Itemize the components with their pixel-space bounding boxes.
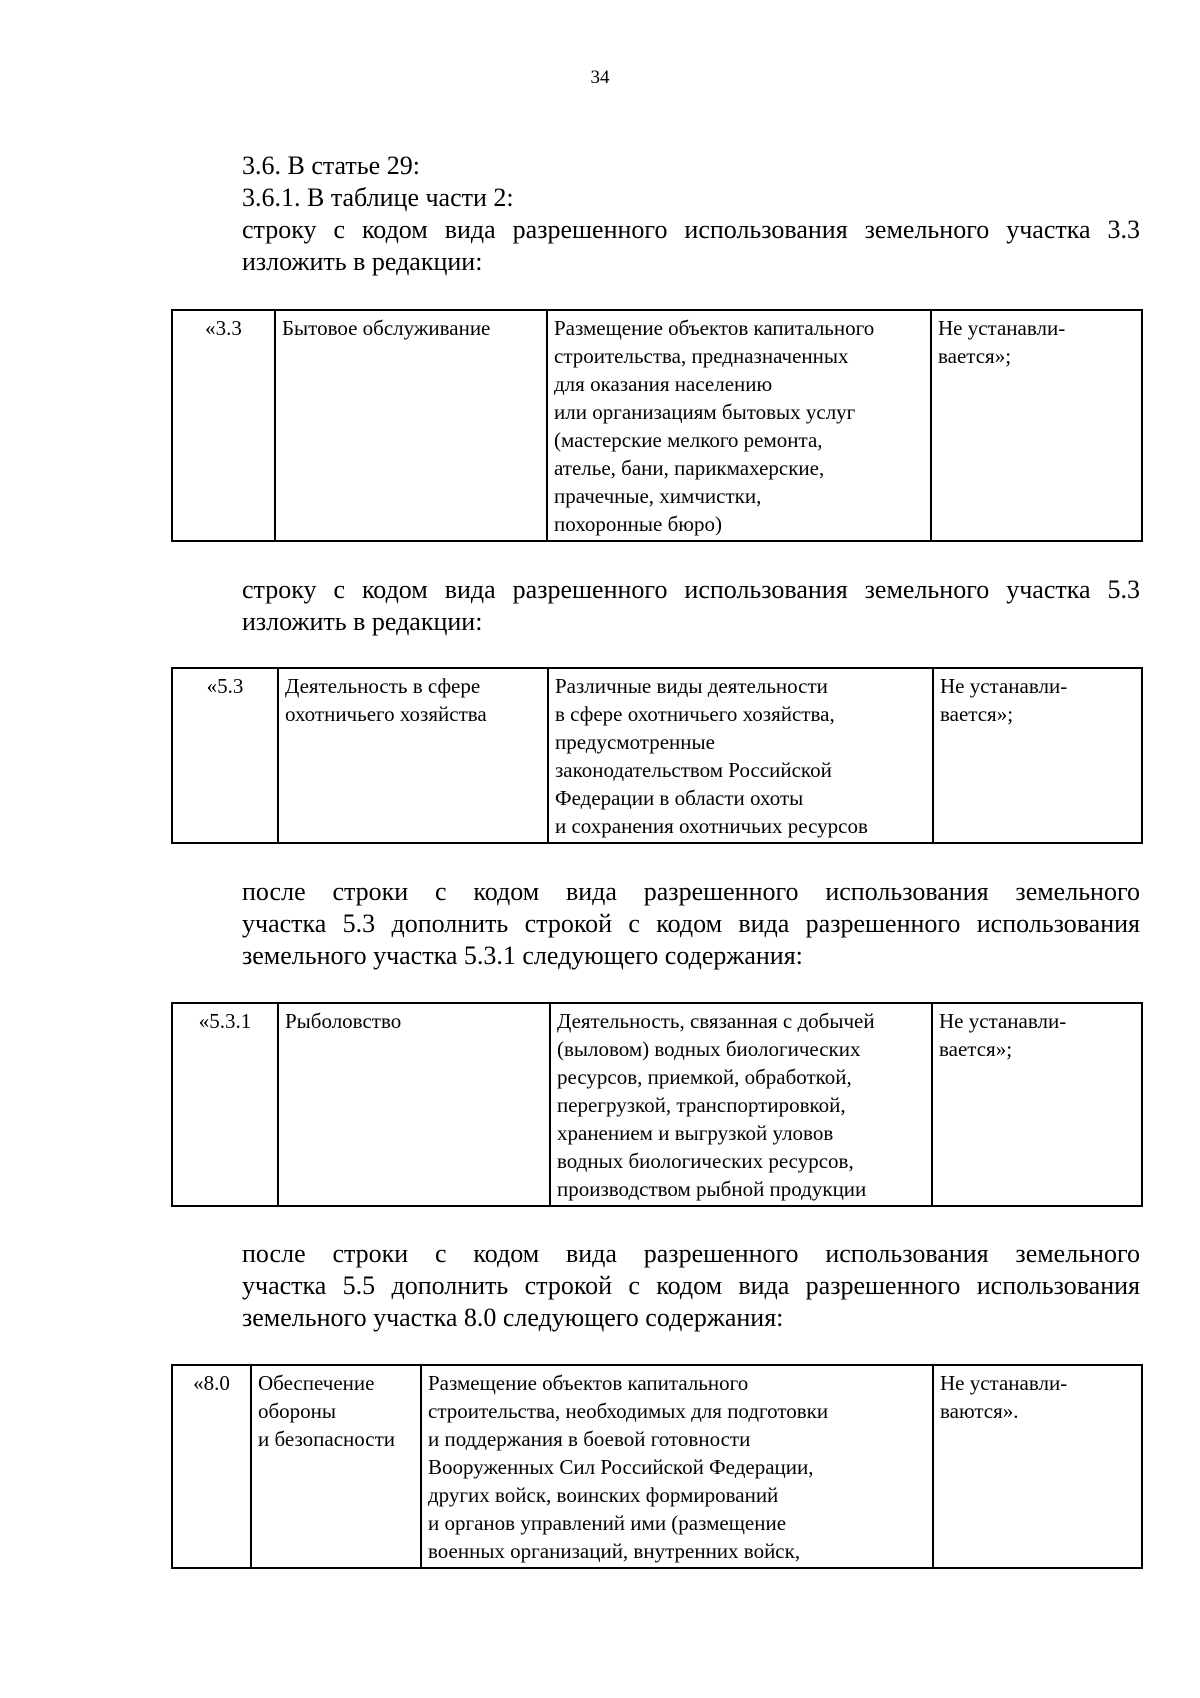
paragraph-line: строку с кодом вида разрешенного использования земельного участка 3.3 bbox=[242, 215, 1140, 244]
paragraph-line: строку с кодом вида разрешенного использования земельного участка 5.3 bbox=[242, 575, 1140, 604]
name-cell: Бытовое обслуживание bbox=[275, 310, 547, 541]
parameters-cell: Не устанавли- вается»; bbox=[932, 1003, 1142, 1206]
table-row-5-3 bbox=[171, 667, 1143, 844]
parameters-cell: Не устанавли- ваются». bbox=[933, 1365, 1142, 1568]
code-cell: «5.3.1 bbox=[172, 1003, 278, 1206]
name-cell: Рыболовство bbox=[278, 1003, 550, 1206]
paragraph-line: после строки с кодом вида разрешенного использования земельного bbox=[242, 1239, 1140, 1268]
description-cell: Различные виды деятельности в сфере охотничьего хозяйства, предусмотренные законодательством Российской Федерации в области охоты и сохранения охотничьих ресурсов bbox=[548, 668, 933, 843]
table-row bbox=[172, 1003, 1142, 1206]
description-cell: Размещение объектов капитального строительства, необходимых для подготовки и поддержания в боевой готовности Вооруженных Сил Российской Федерации, других войск, воинских формирований и органов управлений ими (размещение военных организаций, внутренних войск, bbox=[421, 1365, 933, 1568]
page-number: 34 bbox=[590, 67, 610, 88]
paragraph-line: земельного участка 8.0 следующего содержания: bbox=[242, 1303, 784, 1332]
paragraph-row-5-3-1 bbox=[172, 876, 1140, 972]
table-row-3-3 bbox=[171, 309, 1143, 542]
table-row bbox=[172, 668, 1142, 843]
paragraph-row-3-3 bbox=[172, 214, 1140, 278]
code-cell: «8.0 bbox=[172, 1365, 251, 1568]
article-heading bbox=[242, 150, 1140, 214]
paragraph-line: участка 5.3 дополнить строкой с кодом вида разрешенного использования bbox=[242, 909, 1140, 938]
subarticle-line: 3.6.1. В таблице части 2: bbox=[242, 183, 514, 212]
article-line: 3.6. В статье 29: bbox=[242, 151, 420, 180]
paragraph-row-8-0 bbox=[172, 1238, 1140, 1334]
code-cell: «5.3 bbox=[172, 668, 278, 843]
paragraph-line: участка 5.5 дополнить строкой с кодом вида разрешенного использования bbox=[242, 1271, 1140, 1300]
table-row-5-3-1 bbox=[171, 1002, 1143, 1207]
table-row bbox=[172, 310, 1142, 541]
name-cell: Деятельность в сфере охотничьего хозяйства bbox=[278, 668, 548, 843]
name-cell: Обеспечение обороны и безопасности bbox=[251, 1365, 421, 1568]
description-cell: Деятельность, связанная с добычей (выловом) водных биологических ресурсов, приемкой, обработкой, перегрузкой, транспортировкой, хранением и выгрузкой уловов водных биологических ресурсов, производством рыбной продукции bbox=[550, 1003, 932, 1206]
paragraph-line: земельного участка 5.3.1 следующего содержания: bbox=[242, 941, 803, 970]
table-row-8-0 bbox=[171, 1364, 1143, 1569]
paragraph-line: после строки с кодом вида разрешенного использования земельного bbox=[242, 877, 1140, 906]
paragraph-row-5-3 bbox=[172, 574, 1140, 638]
parameters-cell: Не устанавли- вается»; bbox=[931, 310, 1142, 541]
description-cell: Размещение объектов капитального строительства, предназначенных для оказания населению или организациям бытовых услуг (мастерские мелкого ремонта, ателье, бани, парикмахерские, прачечные, химчистки, похоронные бюро) bbox=[547, 310, 931, 541]
paragraph-line: изложить в редакции: bbox=[242, 607, 483, 636]
code-cell: «3.3 bbox=[172, 310, 275, 541]
paragraph-line: изложить в редакции: bbox=[242, 247, 483, 276]
parameters-cell: Не устанавли- вается»; bbox=[933, 668, 1142, 843]
table-row bbox=[172, 1365, 1142, 1568]
